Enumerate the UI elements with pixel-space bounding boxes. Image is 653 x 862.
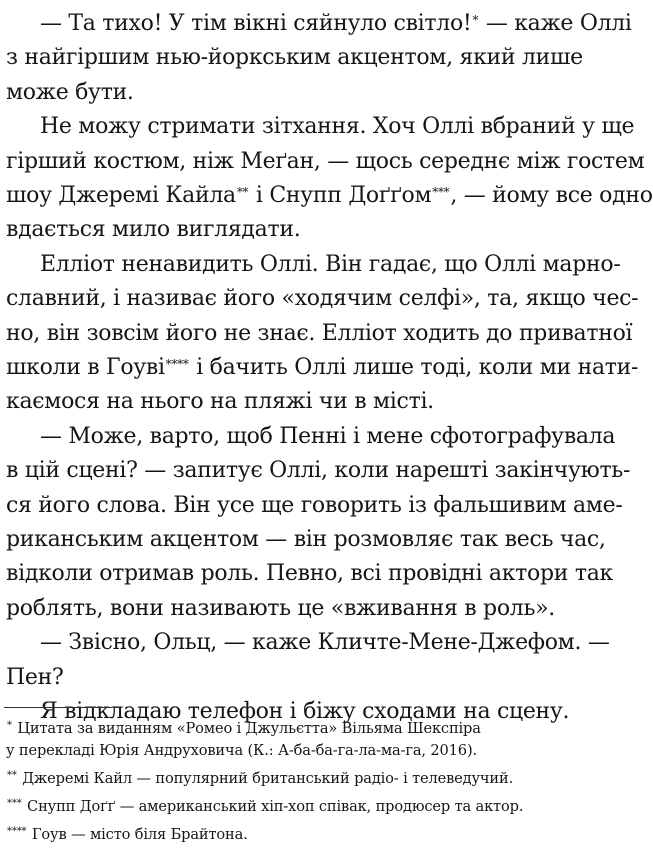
footnote-3: *** Снупп Доґґ — американський хіп-хоп співак, продюсер та актор. [7, 798, 524, 815]
text-line: Я відкладаю телефон і біжу сходами на сцену. [40, 699, 570, 724]
footnote-marker: ** [7, 770, 17, 781]
text-line: Не можу стримати зітхання. Хоч Оллі вбраний у ще [40, 114, 635, 140]
text-line: в цій сцені? — запитує Оллі, коли нарешті закінчують- [6, 458, 631, 484]
text-line: з найгіршим нью-йоркським акцентом, який лише [6, 45, 583, 71]
footnote-divider [4, 707, 112, 708]
text-line: роблять, вони називають це «вживання в роль». [6, 595, 555, 621]
text-line: відколи отримав роль. Певно, всі провідні актори так [6, 561, 613, 587]
footnote-marker: **** [165, 357, 189, 371]
footnote-marker: * [472, 13, 479, 27]
text-line: но, він зовсім його не знає. Елліот ходить до приватної [6, 320, 633, 346]
text-line: — Може, варто, щоб Пенні і мене сфотографувала [40, 423, 616, 449]
text-line: може бути. [6, 79, 134, 105]
text-line: риканським акцентом — він розмовляє так весь час, [6, 527, 606, 552]
text-line: вдається мило виглядати. [6, 217, 301, 243]
text-line: Елліот ненавидить Оллі. Він гадає, що Оллі марно- [40, 251, 621, 277]
footnote-marker: * [7, 720, 12, 731]
text-line: школи в Гоуві**** і бачить Оллі лише тоді, коли ми нати- [6, 355, 639, 380]
text-line: Пен? [6, 664, 64, 690]
footnote-1-continuation: у перекладі Юрія Андруховича (К.: А-ба-ба-га-ла-ма-га, 2016). [6, 742, 477, 759]
text-line: каємося на нього на пляжі чи в місті. [6, 389, 434, 415]
footnote-2: ** Джеремі Кайл — популярний британський радіо- і телеведучий. [7, 770, 514, 787]
text-line: ся його слова. Він усе ще говорить із фальшивим аме- [6, 492, 623, 518]
footnote-1: * Цитата за виданням «Ромео і Джульєтта» Вільяма Шекспіра [7, 720, 481, 737]
text-line: — Та тихо! У тім вікні сяйнуло світло!* — каже Оллі [40, 11, 632, 36]
footnote-marker: **** [7, 826, 27, 837]
text-line: гірший костюм, ніж Меґан, — щось середнє між гостем [6, 148, 645, 174]
text-line: славний, і називає його «ходячим селфі», та, якщо чес- [6, 286, 639, 312]
footnote-marker: *** [432, 185, 450, 199]
footnote-4: **** Гоув — місто біля Брайтона. [7, 826, 248, 843]
footnote-marker: *** [7, 798, 22, 809]
text-line: шоу Джеремі Кайла** і Снупп Доґґом***, — йому все одно [6, 183, 653, 208]
text-line: — Звісно, Ольц, — каже Кличте-Мене-Джефом. — [40, 630, 610, 656]
footnote-marker: ** [236, 185, 249, 199]
